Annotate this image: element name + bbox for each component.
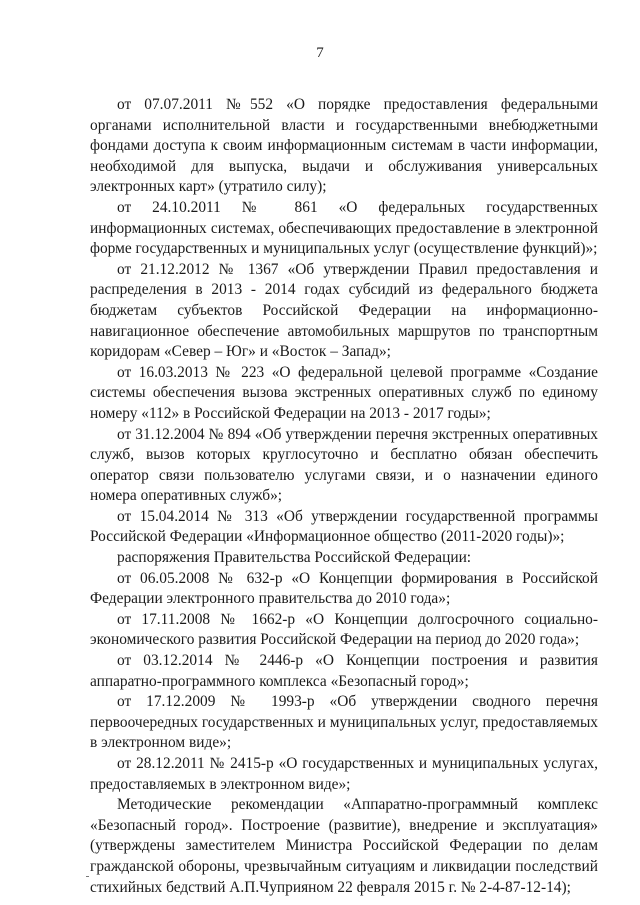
paragraph-orders-heading: распоряжения Правительства Российской Федерации: bbox=[117, 549, 472, 567]
paragraph-decree-1367: от 21.12.2012 № 1367 «Об утверждении Правил предоставления и распределения в 2013 - 2014 годах субсидий из федерального бюджета бюджетам субъектов Российской Федерации на информационно-навигационное обеспечение автомобильных маршрутов по транспортным коридорам «Север – Юг» и «Восток – Запад»; bbox=[90, 260, 598, 361]
paragraph-order-2446: от 03.12.2014 № 2446-р «О Концепции построения и развития аппаратно-программного комплекса «Безопасный город»; bbox=[90, 652, 598, 690]
scan-artifact bbox=[86, 876, 89, 877]
paragraph-order-1993: от 17.12.2009 № 1993-р «Об утверждении сводного перечня первоочередных государственных и муниципальных услуг, предоставляемых в электронном виде»; bbox=[90, 693, 598, 752]
paragraph-order-632: от 06.05.2008 № 632-р «О Концепции формирования в Российской Федерации электронного правительства до 2010 года»; bbox=[90, 569, 598, 608]
paragraph-decree-861: от 24.10.2011 № 861 «О федеральных государственных информационных системах, обеспечивающих предоставление в электронной форме государственных и муниципальных услуг (осуществление функций)»; bbox=[90, 198, 598, 258]
page-number: 7 bbox=[316, 45, 324, 61]
paragraph-decree-894: от 31.12.2004 № 894 «Об утверждении перечня экстренных оперативных служб, вызов которых круглосуточно и бесплатно обязан обеспечить оператор связи пользователю услугами связи, и о назначении единого номера оперативных служб»; bbox=[90, 425, 598, 505]
paragraph-decree-313: от 15.04.2014 № 313 «Об утверждении государственной программы Российской Федерации «Информационное общество (2011-2020 годы)»; bbox=[90, 507, 598, 546]
paragraph-decree-223: от 16.03.2013 № 223 «О федеральной целевой программе «Создание системы обеспечения вызова экстренных оперативных служб по единому номеру «112» в Российской Федерации на 2013 - 2017 годы»; bbox=[90, 363, 598, 422]
paragraph-guidelines: Методические рекомендации «Аппаратно-программный комплекс «Безопасный город». Построение (развитие), внедрение и эксплуатация» (утверждены заместителем Министра Российской Федерации по делам гражданской обороны, чрезвычайным ситуациям и ликвидации последствий стихийных бедствий А.П.Чуприяном 22 февраля 2015 г. № 2-4-87-12-14); bbox=[90, 796, 598, 896]
document-body bbox=[90, 95, 598, 898]
paragraph-decree-552: от 07.07.2011 №552 «О порядке предоставления федеральными органами исполнительной власти и государственными внебюджетными фондами доступа к своим информационным системам в части информации, необходимой для выпуска, выдачи и обслуживания универсальных электронных карт» (утратило силу); bbox=[90, 96, 598, 196]
paragraph-order-2415: от 28.12.2011 № 2415-р «О государственных и муниципальных услугах, предоставляемых в электронном виде»; bbox=[90, 755, 598, 793]
paragraph-order-1662: от 17.11.2008 № 1662-р «О Концепции долгосрочного социально-экономического развития Российской Федерации на период до 2020 года»; bbox=[90, 610, 598, 649]
